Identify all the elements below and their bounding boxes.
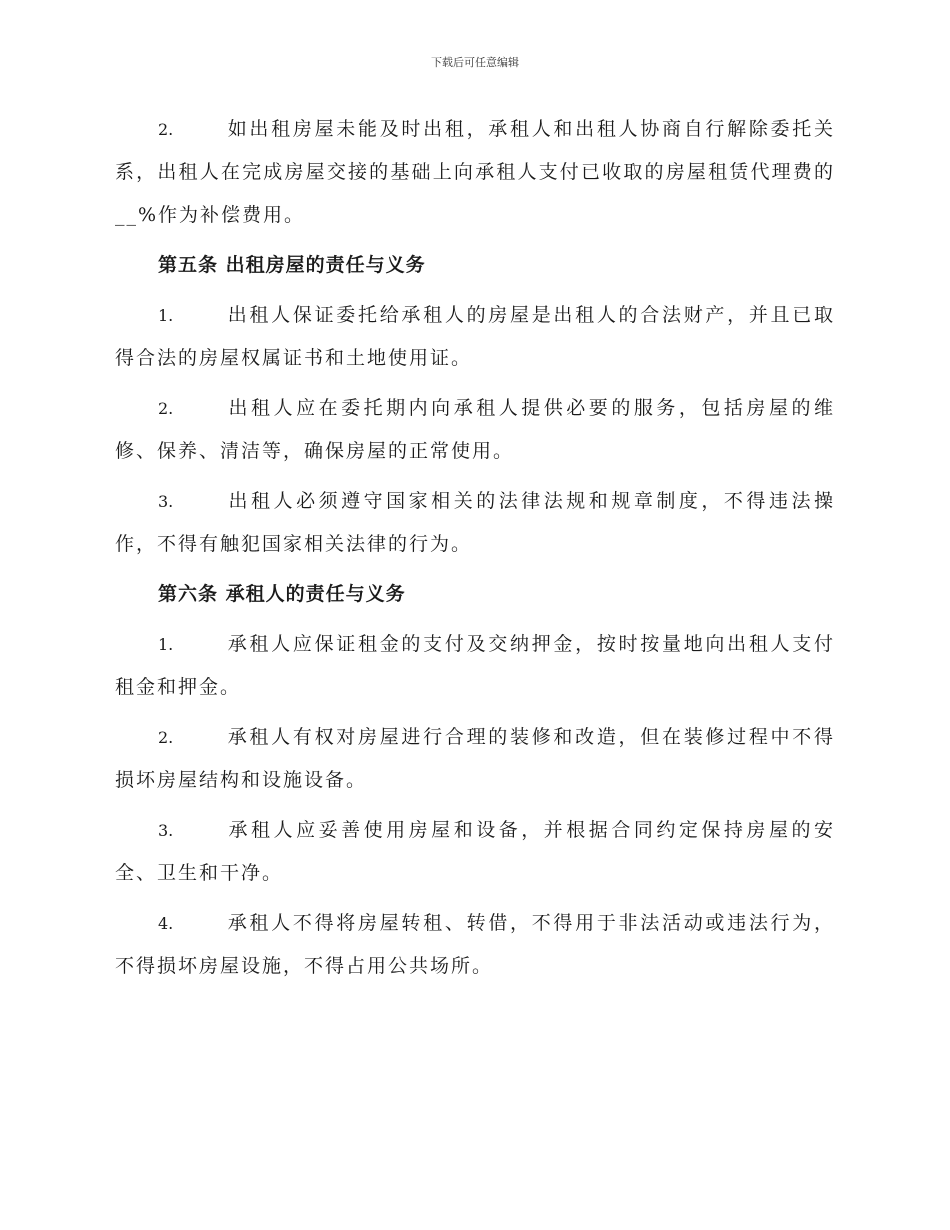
item-number: 2. <box>158 120 174 139</box>
item-text: 承租人不得将房屋转租、转借，不得用于非法活动或违法行为，不得损坏房屋设施，不得占用公共场所。 <box>115 912 835 977</box>
clause-6-item-3 <box>115 809 835 895</box>
document-body <box>115 108 835 995</box>
item-text: 承租人应保证租金的支付及交纳押金，按时按量地向出租人支付租金和押金。 <box>115 633 835 698</box>
item-number: 4. <box>158 914 174 933</box>
item-number: 3. <box>158 821 174 840</box>
item-number: 2. <box>158 399 174 418</box>
item-number: 1. <box>158 306 174 325</box>
clause-4-item-2 <box>115 108 835 237</box>
item-text: 出租人必须遵守国家相关的法律法规和规章制度，不得违法操作，不得有触犯国家相关法律的行为。 <box>115 490 835 555</box>
item-text: 出租人保证委托给承租人的房屋是出租人的合法财产，并且已取得合法的房屋权属证书和土地使用证。 <box>115 304 835 369</box>
item-text: 承租人应妥善使用房屋和设备，并根据合同约定保持房屋的安全、卫生和干净。 <box>115 819 835 884</box>
item-number: 2. <box>158 728 174 747</box>
item-text: 承租人有权对房屋进行合理的装修和改造，但在装修过程中不得损坏房屋结构和设施设备。 <box>115 726 835 791</box>
item-text: 出租人应在委托期内向承租人提供必要的服务，包括房屋的维修、保养、清洁等，确保房屋的正常使用。 <box>115 397 835 462</box>
clause-5-item-3 <box>115 480 835 566</box>
section-title-article-5: 第五条 出租房屋的责任与义务 <box>158 254 426 276</box>
item-number: 1. <box>158 635 174 654</box>
clause-6-item-2 <box>115 716 835 802</box>
clause-5-item-1 <box>115 294 835 380</box>
clause-5-item-2 <box>115 387 835 473</box>
clause-6-item-4 <box>115 902 835 988</box>
page-header: 下载后可任意编辑 <box>431 56 519 69</box>
item-text: 如出租房屋未能及时出租，承租人和出租人协商自行解除委托关系，出租人在完成房屋交接的基础上向承租人支付已收取的房屋租赁代理费的__%作为补偿费用。 <box>115 118 835 226</box>
clause-6-item-1 <box>115 623 835 709</box>
section-title-article-6: 第六条 承租人的责任与义务 <box>158 583 406 605</box>
item-number: 3. <box>158 492 174 511</box>
